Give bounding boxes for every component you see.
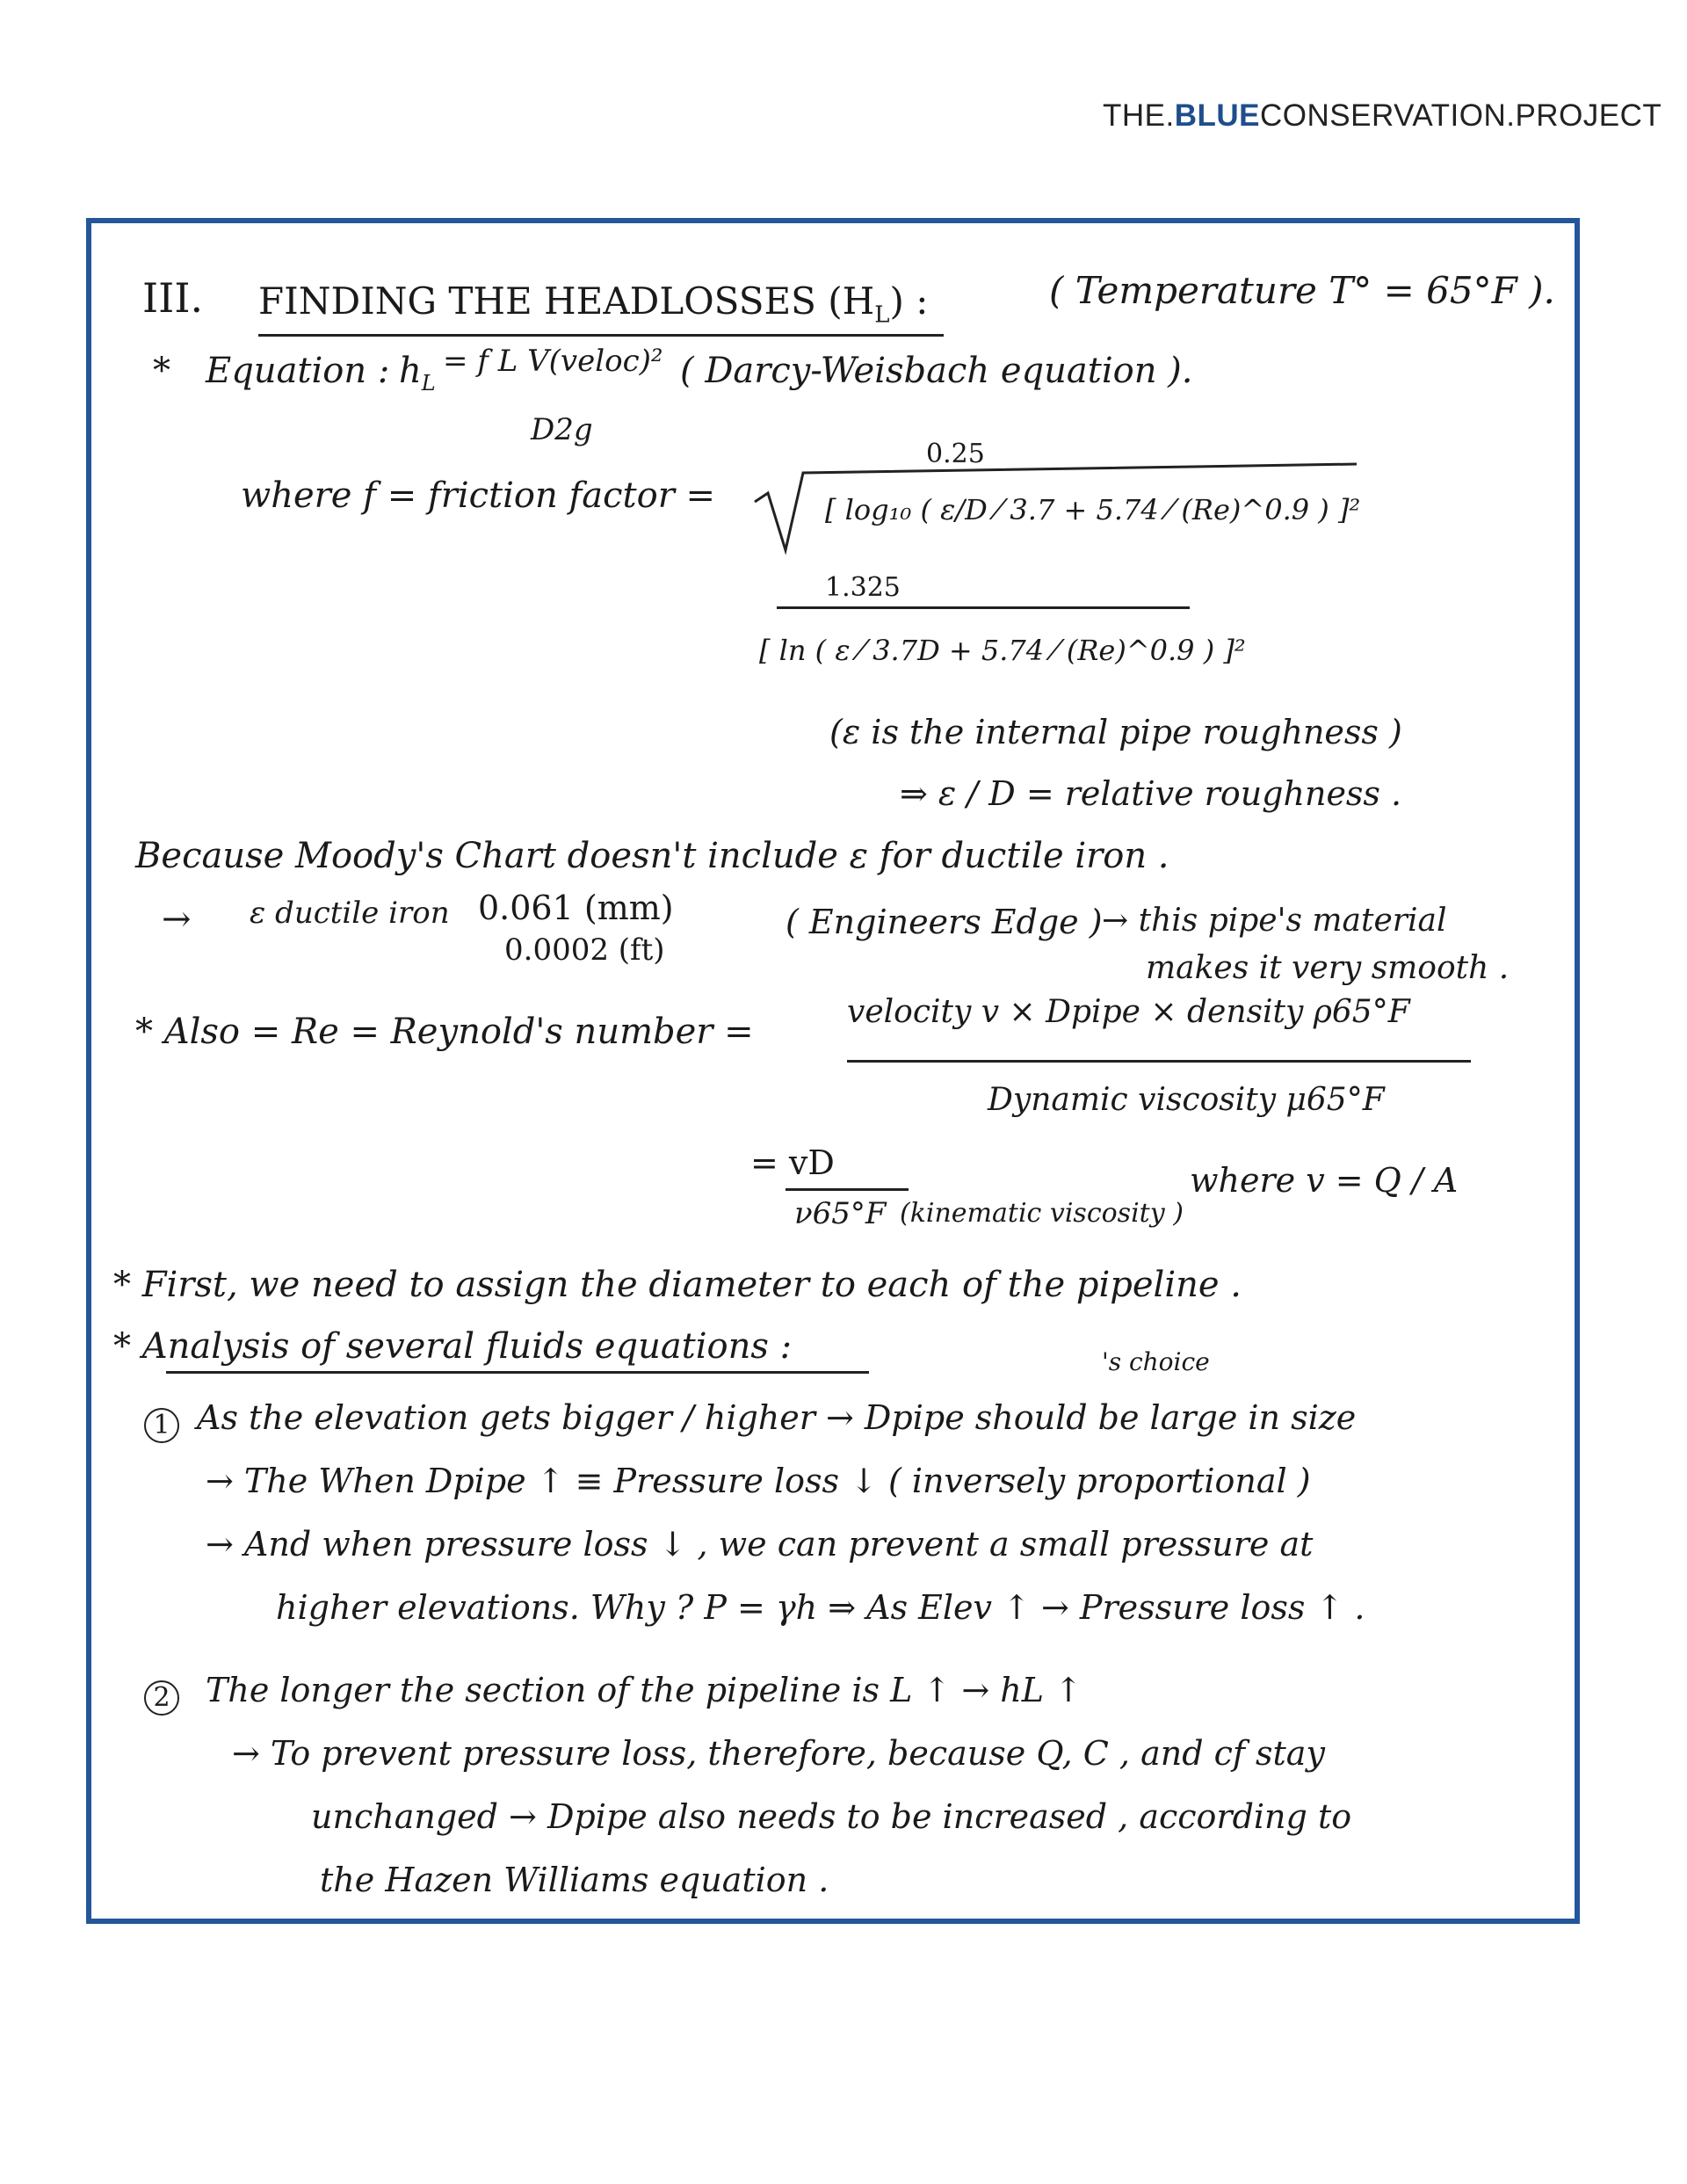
point-1-badge: 1: [144, 1408, 179, 1443]
friction-denominator-2: [ ln ( ε ⁄ 3.7D + 5.74 ⁄ (Re)^0.9 ) ]²: [759, 634, 1246, 667]
friction-fraction-line: [777, 606, 1190, 609]
point-1-line-4: higher elevations. Why ? P = γh ⇒ As Elev ↑ → Pressure loss ↑ .: [276, 1588, 1365, 1627]
equation-label: Equation :: [206, 351, 390, 391]
friction-denominator-1: [ log₁₀ ( ε/D ⁄ 3.7 + 5.74 ⁄ (Re)^0.9 ) ]²: [825, 493, 1361, 526]
point-2-line-1: The longer the section of the pipeline is L ↑ → hL ↑: [206, 1671, 1082, 1709]
point-2-line-4: the Hazen Williams equation .: [320, 1861, 829, 1899]
point-1-line-3: → And when pressure loss ↓ , we can prevent a small pressure at: [206, 1525, 1314, 1564]
first-bullet: * First, we need to assign the diameter to each of the pipeline .: [113, 1265, 1242, 1305]
friction-numerator-1: 0.25: [926, 439, 985, 469]
material-note-b: makes it very smooth .: [1146, 950, 1510, 986]
material-note-a: → this pipe's material: [1102, 903, 1447, 939]
analysis-underline: [166, 1371, 869, 1374]
relative-roughness: ⇒ ε / D = relative roughness .: [900, 774, 1402, 813]
headloss-symbol: $h_L$: [399, 351, 436, 395]
epsilon-ductile-iron: ε ductile iron: [250, 896, 450, 931]
velocity-definition: where v = Q / A: [1190, 1161, 1459, 1200]
title-underline: [258, 334, 944, 337]
point-1-choice-note: 's choice: [1102, 1347, 1210, 1376]
reynolds-alt-numerator: = vD: [750, 1143, 835, 1182]
darcy-weisbach-name: ( Darcy-Weisbach equation ).: [680, 351, 1193, 391]
reynolds-numerator: velocity v × Dpipe × density ρ65°F: [847, 994, 1410, 1030]
kinematic-viscosity-note: (kinematic viscosity ): [900, 1198, 1184, 1229]
friction-factor-label: where f = friction factor =: [241, 475, 716, 516]
equation-bullet: *: [153, 351, 170, 391]
temperature-note: ( Temperature T° = 65°F ).: [1049, 269, 1555, 312]
point-2-badge: 2: [144, 1680, 179, 1716]
point-1-line-1: As the elevation gets bigger / higher → Dpipe should be large in size: [197, 1398, 1357, 1437]
engineers-edge-source: ( Engineers Edge ): [786, 903, 1103, 941]
analysis-heading: * Analysis of several fluids equations :: [113, 1326, 793, 1367]
section-numeral: III.: [142, 274, 204, 322]
reynolds-denominator: Dynamic viscosity μ65°F: [988, 1082, 1385, 1118]
brand-logo: THE.BLUECONSERVATION.PROJECT: [1103, 98, 1662, 133]
darcy-denominator: D2g: [531, 412, 593, 447]
reynolds-alt-denominator: ν65°F: [794, 1196, 887, 1231]
roughness-mm: 0.061 (mm): [478, 889, 674, 927]
reynolds-label: * Also = Re = Reynold's number =: [135, 1012, 754, 1052]
friction-numerator-2: 1.325: [825, 572, 901, 603]
point-1-line-2: → The When Dpipe ↑ ≡ Pressure loss ↓ ( inversely proportional ): [206, 1462, 1311, 1500]
notes-frame: [86, 218, 1580, 1924]
reynolds-fraction-line: [847, 1060, 1471, 1063]
point-2-line-2: → To prevent pressure loss, therefore, because Q, C , and cf stay: [232, 1734, 1325, 1773]
moody-chart-note: Because Moody's Chart doesn't include ε for ductile iron .: [135, 836, 1169, 876]
reynolds-alt-fraction-line: [786, 1188, 909, 1191]
section-title: FINDING THE HEADLOSSES $(H_L)$ :: [258, 279, 929, 329]
moody-arrow: →: [162, 899, 192, 940]
darcy-numerator: = f L V(veloc)²: [443, 344, 663, 379]
point-2-line-3: unchanged → Dpipe also needs to be increased , according to: [311, 1797, 1352, 1836]
roughness-note: (ε is the internal pipe roughness ): [829, 713, 1402, 751]
roughness-ft: 0.0002 (ft): [504, 932, 665, 968]
